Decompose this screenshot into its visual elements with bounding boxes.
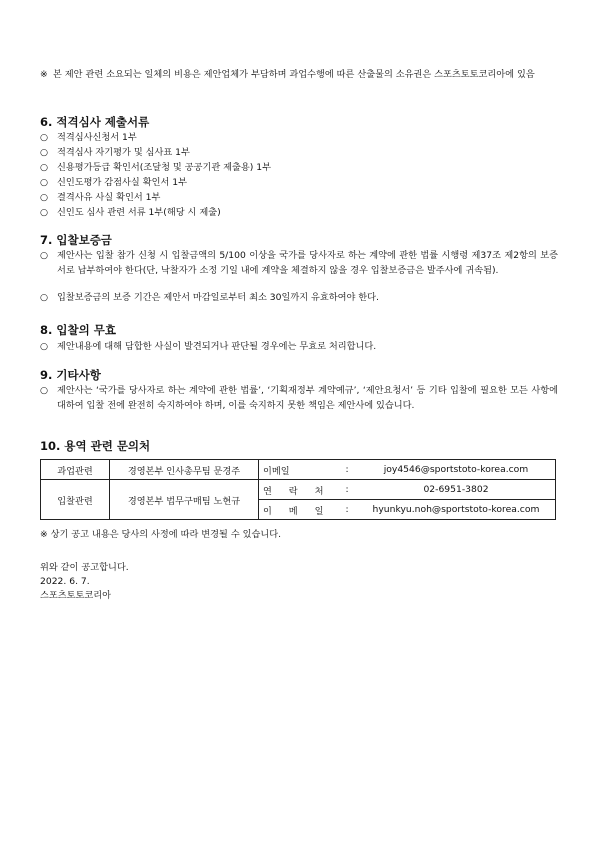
section-6-item: ○ 신인도 심사 관련 서류 1부(해당 시 제출): [40, 207, 221, 218]
announcement-date: 2022. 6. 7.: [40, 576, 90, 587]
section-7-title: 7. 입찰보증금: [40, 233, 112, 247]
contact-person: 경영본부 인사총무팀 문경주: [110, 460, 259, 480]
section-7-item: ○ 제안사는 입찰 참가 신청 시 입찰금액의 5/100 이상을 국가를 당사자로 하는 계약에 관한 법률 시행령 제37조 제2항의 보증서로 납부하여야 한다(단, 낙찰자가 소정 기일 내에 계약을 체결하지 않을 경우 입찰보증금은 발주사에 귀속됨).: [40, 250, 558, 276]
contact-category: 입찰관련: [41, 480, 110, 520]
section-6-item: ○ 신인도평가 감점사실 확인서 1부: [40, 177, 187, 188]
section-10-title: 10. 용역 관련 문의처: [40, 439, 151, 453]
section-8-item: ○ 제안내용에 대해 담합한 사실이 발견되거나 판단될 경우에는 무효로 처리합니다.: [40, 341, 377, 352]
bullet-icon: ○: [40, 250, 49, 261]
bullet-icon: ○: [40, 132, 49, 143]
bullet-icon: ○: [40, 207, 49, 218]
email-label: 이 메 일: [259, 500, 338, 520]
section-6-item: ○ 결격사유 사실 확인서 1부: [40, 192, 161, 203]
label-colon: :: [337, 500, 357, 520]
contact-row-bid: [41, 480, 556, 500]
phone-label: 연 락 처: [259, 480, 338, 500]
contact-email[interactable]: hyunkyu.noh@sportstoto-korea.com: [357, 500, 556, 520]
notice-mark: ※: [40, 69, 48, 80]
section-6-item: ○ 적격심사신청서 1부: [40, 132, 137, 143]
contact-table: [40, 459, 556, 520]
bullet-icon: ○: [40, 147, 49, 158]
section-6-item: ○ 신용평가등급 확인서(조달청 및 공공기관 제출용) 1부: [40, 162, 271, 173]
label-colon: :: [337, 480, 357, 500]
bullet-icon: ○: [40, 292, 49, 303]
cost-notice: [40, 67, 558, 82]
label-colon: :: [337, 460, 357, 480]
contact-category: 과업관련: [41, 460, 110, 480]
contact-person: 경영본부 법무구매팀 노현규: [110, 480, 259, 520]
section-6-title: 6. 적격심사 제출서류: [40, 115, 150, 129]
section-9-title: 9. 기타사항: [40, 368, 101, 382]
cost-notice-text: 본 제안 관련 소요되는 일체의 비용은 제안업체가 부담하며 과업수행에 따른 산출물의 소유권은 스포츠토토코리아에 있음: [53, 69, 535, 80]
bullet-icon: ○: [40, 162, 49, 173]
bullet-icon: ○: [40, 192, 49, 203]
company-name: 스포츠토토코리아: [40, 590, 112, 601]
bullet-icon: ○: [40, 385, 49, 396]
section-7-item: ○ 입찰보증금의 보증 기간은 제안서 마감일로부터 최소 30일까지 유효하여야 한다.: [40, 292, 379, 303]
change-footnote: ※ 상기 공고 내용은 당사의 사정에 따라 변경될 수 있습니다.: [40, 529, 282, 540]
section-8-title: 8. 입찰의 무효: [40, 323, 116, 337]
section-9-item: ○ 제안사는 ‘국가를 당사자로 하는 계약에 관한 법률’, ‘기획재정부 계약예규’, ‘제안요청서’ 등 기타 입찰에 필요한 모든 사항에 대하여 입찰 전에 완전히 숙지하여야 하며, 이를 숙지하지 못한 책임은 제안사에 있습니다.: [40, 385, 558, 411]
contact-email[interactable]: joy4546@sportstoto-korea.com: [357, 460, 556, 480]
closing-statement: 위와 같이 공고합니다.: [40, 562, 129, 573]
bullet-icon: ○: [40, 177, 49, 188]
bullet-icon: ○: [40, 341, 49, 352]
contact-row-task: [41, 460, 556, 480]
email-label: 이메일: [259, 460, 338, 480]
contact-phone[interactable]: 02-6951-3802: [357, 480, 556, 500]
section-6-item: ○ 적격심사 자기평가 및 심사표 1부: [40, 147, 190, 158]
